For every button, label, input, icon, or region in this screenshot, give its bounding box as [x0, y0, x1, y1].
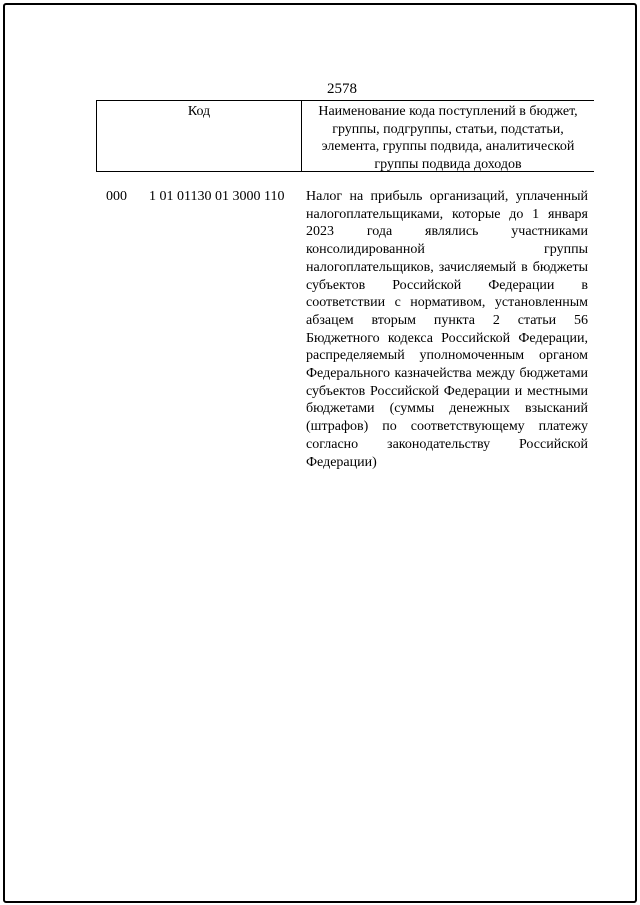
header-code-column: Код	[97, 101, 302, 171]
row-admin-code: 000	[106, 189, 127, 204]
page-number: 2578	[327, 81, 357, 97]
row-budget-code: 1 01 01130 01 3000 110	[149, 189, 285, 204]
table-header	[96, 100, 594, 172]
header-name-column: Наименование кода поступлений в бюджет, группы, подгруппы, статьи, подстатьи, элемента, группы подвида, аналитической группы подвида доходов	[318, 104, 578, 172]
row-description: Налог на прибыль организаций, уплаченный налогоплательщиками, которые до 1 января 2023 года являлись участниками консолидированной группы налогоплательщиков, зачисляемый в бюджеты субъектов Российской Федерации в соответствии с нормативом, установленным абзацем вторым пункта 2 статьи 56 Бюджетного кодекса Российской Федерации, распределяемый уполномоченным органом Федерального казначейства между бюджетами субъектов Российской Федерации и местными бюджетами (суммы денежных взысканий (штрафов) по соответствующему платежу согласно законодательству Российской Федерации)	[306, 189, 588, 470]
